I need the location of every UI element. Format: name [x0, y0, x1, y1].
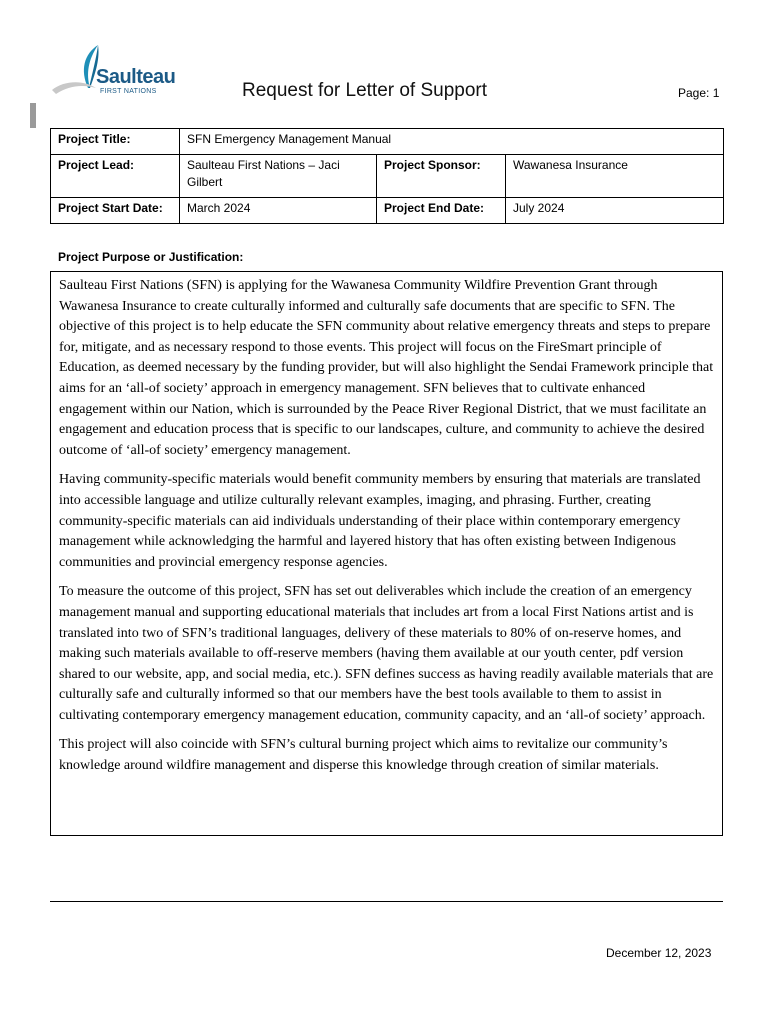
purpose-paragraph: Saulteau First Nations (SFN) is applying for the Wawanesa Community Wildfire Prevention Grant through Wawanesa Insurance to create culturally informed and culturally safe documents that are specific to SFN. The objective of this project is to help educate the SFN community about relative emergency threats and steps to prepare for, mitigate, and as necessary respond to those events. This project will focus on the FireSmart principle of Education, as deemed necessary by the funding provider, but will also highlight the Sendai Framework principle that aims for an ‘all-of society’ approach in emergency management. SFN believes that to cultivate enhanced engagement within our Nation, which is surrounded by the Peace River Regional District, that we must facilitate an engagement and education process that is specific to our landscapes, culture, and community to achieve the desired outcome of ‘all-of society’ emergency management. [59, 278, 714, 458]
project-title-label: Project Title: [51, 129, 180, 155]
purpose-text-box [50, 271, 723, 836]
logo-subtitle: FIRST NATIONS [100, 88, 157, 95]
project-sponsor-label: Project Sponsor: [377, 155, 506, 198]
margin-marker [30, 103, 36, 128]
document-title: Request for Letter of Support [242, 80, 488, 101]
project-end-label: Project End Date: [377, 198, 506, 224]
logo-name: Saulteau [96, 66, 176, 88]
table-row [51, 155, 724, 198]
saulteau-logo [50, 44, 185, 100]
project-start-value: March 2024 [180, 198, 377, 224]
table-row [51, 198, 724, 224]
project-info-table [50, 128, 724, 224]
purpose-paragraph: To measure the outcome of this project, SFN has set out deliverables which include the creation of an emergency management manual and supporting educational materials that includes art from a local First Nations artist and is translated into two of SFN’s traditional languages, delivery of these materials to 80% of on-reserve homes, and making such materials available to off-reserve members (having them available at our youth center, pdf version shared to our website, app, and social media, etc.). SFN defines success as having readily available materials that are culturally safe and culturally informed so that our members have the best tools available to them to assist in cultivating contemporary emergency management education, community capacity, and an ‘all-of society’ approach. [59, 584, 714, 723]
page-number: Page: 1 [678, 86, 720, 100]
project-sponsor-value: Wawanesa Insurance [506, 155, 724, 198]
footer-divider [50, 901, 723, 902]
footer-date: December 12, 2023 [606, 946, 712, 960]
purpose-paragraph: Having community-specific materials would benefit community members by ensuring that materials are translated into accessible language and utilize culturally relevant examples, imaging, and phrasing. Further, creating community-specific materials can aid individuals understanding of their place within contemporary emergency management while acknowledging the harmful and layered history that has often existing between Indigenous communities and provincial emergency response agencies. [59, 472, 701, 570]
project-title-value: SFN Emergency Management Manual [180, 129, 724, 155]
project-lead-label: Project Lead: [51, 155, 180, 198]
table-row [51, 129, 724, 155]
purpose-heading: Project Purpose or Justification: [58, 250, 244, 264]
project-start-label: Project Start Date: [51, 198, 180, 224]
project-lead-value: Saulteau First Nations – Jaci Gilbert [180, 155, 377, 198]
project-end-value: July 2024 [506, 198, 724, 224]
purpose-paragraph: This project will also coincide with SFN’s cultural burning project which aims to revitalize our community’s knowledge around wildfire management and disperse this knowledge through creation of similar materials. [59, 737, 668, 774]
